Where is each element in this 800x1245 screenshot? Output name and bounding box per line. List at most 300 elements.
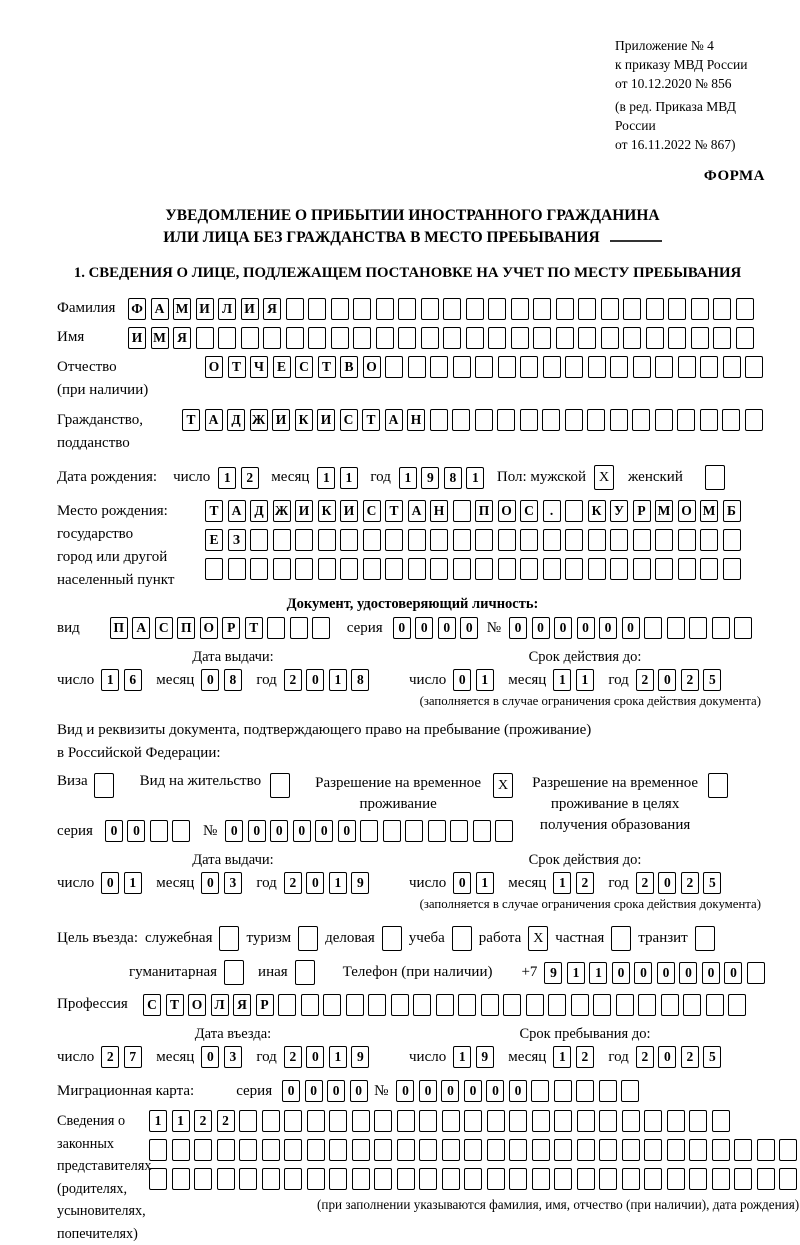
char-cell[interactable]: Ж [273,500,291,522]
char-cell[interactable] [577,1168,595,1190]
char-cell[interactable] [295,558,313,580]
char-cell[interactable]: 2 [241,467,259,489]
char-cell[interactable]: 0 [305,1080,323,1102]
char-cell[interactable] [700,356,718,378]
char-cell[interactable]: 1 [399,467,417,489]
char-cell[interactable] [329,1139,347,1161]
char-cell[interactable]: 1 [553,669,571,691]
char-cell[interactable] [284,1139,302,1161]
char-cell[interactable] [475,356,493,378]
char-cell[interactable] [722,409,740,431]
char-cell[interactable] [239,1139,257,1161]
char-cell[interactable]: 1 [218,467,236,489]
purpose-private-checkbox[interactable] [611,926,631,951]
purpose-humanitarian-checkbox[interactable] [224,960,244,985]
char-cell[interactable]: 2 [284,1046,302,1068]
char-cell[interactable] [352,1110,370,1132]
char-cell[interactable]: Н [407,409,425,431]
char-cell[interactable] [464,1139,482,1161]
char-cell[interactable]: 0 [577,617,595,639]
char-cell[interactable] [172,820,190,842]
char-cell[interactable]: С [155,617,173,639]
char-cell[interactable]: 0 [657,962,675,984]
purpose-transit-checkbox[interactable] [695,926,715,951]
char-cell[interactable] [532,1168,550,1190]
char-cell[interactable]: 1 [101,669,119,691]
char-cell[interactable]: А [228,500,246,522]
char-cell[interactable] [273,529,291,551]
char-cell[interactable] [398,298,416,320]
char-cell[interactable]: О [363,356,381,378]
char-cell[interactable] [352,1139,370,1161]
char-cell[interactable]: С [520,500,538,522]
char-cell[interactable]: Д [250,500,268,522]
char-cell[interactable]: 0 [306,872,324,894]
char-cell[interactable]: Т [205,500,223,522]
char-cell[interactable]: 0 [441,1080,459,1102]
char-cell[interactable]: Ж [250,409,268,431]
char-cell[interactable]: 0 [327,1080,345,1102]
char-cell[interactable]: Т [228,356,246,378]
visa-checkbox[interactable] [94,773,114,798]
char-cell[interactable]: О [498,500,516,522]
char-cell[interactable] [734,1168,752,1190]
char-cell[interactable] [554,1168,572,1190]
char-cell[interactable] [284,1110,302,1132]
char-cell[interactable] [655,356,673,378]
char-cell[interactable] [421,327,439,349]
char-cell[interactable]: С [295,356,313,378]
char-cell[interactable] [565,529,583,551]
char-cell[interactable] [323,994,341,1016]
char-cell[interactable]: А [408,500,426,522]
char-cell[interactable]: Ф [128,298,146,320]
char-cell[interactable] [295,529,313,551]
char-cell[interactable]: 0 [127,820,145,842]
char-cell[interactable] [488,327,506,349]
char-cell[interactable]: Т [385,500,403,522]
char-cell[interactable] [655,529,673,551]
char-cell[interactable] [622,1139,640,1161]
char-cell[interactable] [723,356,741,378]
char-cell[interactable] [509,1168,527,1190]
char-cell[interactable] [475,529,493,551]
char-cell[interactable] [745,356,763,378]
char-cell[interactable] [565,356,583,378]
char-cell[interactable] [713,298,731,320]
char-cell[interactable] [593,994,611,1016]
char-cell[interactable]: 6 [124,669,142,691]
char-cell[interactable] [678,356,696,378]
char-cell[interactable] [667,617,685,639]
char-cell[interactable] [689,1139,707,1161]
char-cell[interactable]: 0 [453,669,471,691]
char-cell[interactable] [374,1168,392,1190]
char-cell[interactable]: О [678,500,696,522]
char-cell[interactable] [532,1139,550,1161]
char-cell[interactable] [520,529,538,551]
char-cell[interactable]: 0 [293,820,311,842]
char-cell[interactable]: 0 [554,617,572,639]
char-cell[interactable] [734,617,752,639]
char-cell[interactable]: Р [256,994,274,1016]
char-cell[interactable]: 9 [421,467,439,489]
char-cell[interactable] [458,994,476,1016]
char-cell[interactable] [736,327,754,349]
residence-permit-checkbox[interactable] [270,773,290,798]
char-cell[interactable] [723,558,741,580]
rvp-checkbox[interactable]: X [493,773,513,798]
char-cell[interactable] [376,298,394,320]
char-cell[interactable] [443,327,461,349]
char-cell[interactable]: 1 [476,872,494,894]
char-cell[interactable] [498,356,516,378]
char-cell[interactable] [263,327,281,349]
char-cell[interactable] [548,994,566,1016]
char-cell[interactable] [503,994,521,1016]
char-cell[interactable]: Б [723,500,741,522]
char-cell[interactable]: 0 [460,617,478,639]
char-cell[interactable]: Р [633,500,651,522]
char-cell[interactable] [713,327,731,349]
char-cell[interactable] [452,409,470,431]
char-cell[interactable] [712,1139,730,1161]
char-cell[interactable]: 1 [453,1046,471,1068]
char-cell[interactable] [599,1139,617,1161]
char-cell[interactable] [531,1080,549,1102]
char-cell[interactable] [228,558,246,580]
purpose-official-checkbox[interactable] [219,926,239,951]
char-cell[interactable]: М [700,500,718,522]
char-cell[interactable] [408,558,426,580]
char-cell[interactable]: 1 [329,872,347,894]
char-cell[interactable] [442,1110,460,1132]
char-cell[interactable] [689,1110,707,1132]
char-cell[interactable] [376,327,394,349]
char-cell[interactable] [475,558,493,580]
char-cell[interactable]: . [543,500,561,522]
char-cell[interactable]: 0 [658,1046,676,1068]
char-cell[interactable]: 0 [532,617,550,639]
char-cell[interactable] [340,529,358,551]
char-cell[interactable] [241,327,259,349]
char-cell[interactable]: К [295,409,313,431]
char-cell[interactable]: 0 [419,1080,437,1102]
char-cell[interactable] [706,994,724,1016]
char-cell[interactable]: Е [205,529,223,551]
char-cell[interactable]: 5 [703,872,721,894]
char-cell[interactable] [374,1110,392,1132]
char-cell[interactable] [712,617,730,639]
char-cell[interactable] [267,617,285,639]
char-cell[interactable]: К [318,500,336,522]
char-cell[interactable]: 2 [636,872,654,894]
char-cell[interactable] [419,1139,437,1161]
char-cell[interactable] [689,1168,707,1190]
char-cell[interactable] [430,529,448,551]
char-cell[interactable] [577,1110,595,1132]
char-cell[interactable] [632,409,650,431]
char-cell[interactable]: Т [182,409,200,431]
char-cell[interactable] [430,356,448,378]
char-cell[interactable]: 0 [453,872,471,894]
char-cell[interactable] [689,617,707,639]
char-cell[interactable]: 0 [338,820,356,842]
char-cell[interactable] [442,1139,460,1161]
char-cell[interactable]: Р [222,617,240,639]
char-cell[interactable] [554,1080,572,1102]
char-cell[interactable] [360,820,378,842]
char-cell[interactable]: 3 [224,1046,242,1068]
char-cell[interactable]: 9 [351,1046,369,1068]
char-cell[interactable] [239,1168,257,1190]
char-cell[interactable]: Я [263,298,281,320]
char-cell[interactable] [443,298,461,320]
char-cell[interactable] [196,327,214,349]
char-cell[interactable]: Т [166,994,184,1016]
char-cell[interactable] [655,409,673,431]
char-cell[interactable] [554,1139,572,1161]
char-cell[interactable] [262,1139,280,1161]
char-cell[interactable] [511,298,529,320]
char-cell[interactable]: Т [362,409,380,431]
char-cell[interactable]: С [143,994,161,1016]
char-cell[interactable]: З [228,529,246,551]
char-cell[interactable] [329,1168,347,1190]
char-cell[interactable]: 1 [329,1046,347,1068]
char-cell[interactable]: О [188,994,206,1016]
char-cell[interactable]: 1 [317,467,335,489]
char-cell[interactable]: И [196,298,214,320]
char-cell[interactable]: 1 [329,669,347,691]
char-cell[interactable]: 1 [567,962,585,984]
char-cell[interactable] [466,327,484,349]
char-cell[interactable] [565,558,583,580]
char-cell[interactable]: П [475,500,493,522]
char-cell[interactable] [453,356,471,378]
char-cell[interactable] [278,994,296,1016]
char-cell[interactable]: И [272,409,290,431]
char-cell[interactable] [397,1168,415,1190]
char-cell[interactable] [464,1168,482,1190]
char-cell[interactable]: 2 [681,669,699,691]
char-cell[interactable] [352,1168,370,1190]
char-cell[interactable] [430,409,448,431]
char-cell[interactable] [543,356,561,378]
char-cell[interactable] [436,994,454,1016]
char-cell[interactable] [736,298,754,320]
char-cell[interactable] [385,558,403,580]
char-cell[interactable]: 0 [438,617,456,639]
char-cell[interactable] [498,529,516,551]
char-cell[interactable] [677,409,695,431]
char-cell[interactable] [638,994,656,1016]
char-cell[interactable]: П [110,617,128,639]
char-cell[interactable]: Е [273,356,291,378]
char-cell[interactable]: 2 [194,1110,212,1132]
char-cell[interactable] [644,1110,662,1132]
char-cell[interactable]: 1 [340,467,358,489]
char-cell[interactable] [217,1168,235,1190]
char-cell[interactable]: У [610,500,628,522]
char-cell[interactable] [368,994,386,1016]
char-cell[interactable] [239,1110,257,1132]
char-cell[interactable] [331,298,349,320]
char-cell[interactable]: 0 [201,1046,219,1068]
char-cell[interactable] [363,558,381,580]
char-cell[interactable] [757,1139,775,1161]
char-cell[interactable] [556,327,574,349]
char-cell[interactable]: 0 [464,1080,482,1102]
char-cell[interactable] [475,409,493,431]
char-cell[interactable]: К [588,500,606,522]
char-cell[interactable] [655,558,673,580]
char-cell[interactable] [757,1168,775,1190]
char-cell[interactable] [450,820,468,842]
char-cell[interactable]: 2 [576,1046,594,1068]
char-cell[interactable]: 0 [306,669,324,691]
char-cell[interactable] [205,558,223,580]
char-cell[interactable]: 9 [476,1046,494,1068]
char-cell[interactable]: 0 [306,1046,324,1068]
char-cell[interactable]: 0 [509,617,527,639]
char-cell[interactable] [578,327,596,349]
char-cell[interactable]: 0 [724,962,742,984]
char-cell[interactable] [520,558,538,580]
char-cell[interactable] [149,1168,167,1190]
char-cell[interactable] [610,356,628,378]
char-cell[interactable] [385,529,403,551]
char-cell[interactable]: С [340,409,358,431]
char-cell[interactable] [533,298,551,320]
char-cell[interactable] [453,558,471,580]
char-cell[interactable]: М [655,500,673,522]
char-cell[interactable] [498,558,516,580]
char-cell[interactable]: 5 [703,1046,721,1068]
char-cell[interactable]: И [241,298,259,320]
char-cell[interactable] [487,1168,505,1190]
char-cell[interactable] [250,529,268,551]
char-cell[interactable] [691,327,709,349]
char-cell[interactable] [308,327,326,349]
char-cell[interactable] [700,558,718,580]
char-cell[interactable] [623,327,641,349]
char-cell[interactable] [571,994,589,1016]
char-cell[interactable] [497,409,515,431]
char-cell[interactable] [633,529,651,551]
char-cell[interactable] [419,1110,437,1132]
char-cell[interactable] [312,617,330,639]
char-cell[interactable] [616,994,634,1016]
char-cell[interactable] [520,409,538,431]
char-cell[interactable]: 1 [576,669,594,691]
char-cell[interactable] [526,994,544,1016]
char-cell[interactable]: 0 [350,1080,368,1102]
char-cell[interactable] [442,1168,460,1190]
char-cell[interactable]: 0 [509,1080,527,1102]
char-cell[interactable] [385,356,403,378]
char-cell[interactable] [622,1168,640,1190]
char-cell[interactable] [554,1110,572,1132]
char-cell[interactable] [329,1110,347,1132]
char-cell[interactable] [397,1110,415,1132]
char-cell[interactable]: 2 [576,872,594,894]
char-cell[interactable] [172,1139,190,1161]
char-cell[interactable]: О [200,617,218,639]
char-cell[interactable] [413,994,431,1016]
char-cell[interactable] [286,327,304,349]
char-cell[interactable] [588,558,606,580]
purpose-business-checkbox[interactable] [382,926,402,951]
char-cell[interactable]: Т [245,617,263,639]
char-cell[interactable] [405,820,423,842]
char-cell[interactable] [599,1080,617,1102]
char-cell[interactable] [745,409,763,431]
char-cell[interactable]: 0 [658,669,676,691]
char-cell[interactable] [610,529,628,551]
char-cell[interactable] [678,529,696,551]
char-cell[interactable]: 1 [149,1110,167,1132]
char-cell[interactable]: 2 [681,1046,699,1068]
char-cell[interactable] [340,558,358,580]
char-cell[interactable] [331,327,349,349]
char-cell[interactable]: 0 [393,617,411,639]
char-cell[interactable]: Д [227,409,245,431]
char-cell[interactable] [543,558,561,580]
char-cell[interactable] [712,1168,730,1190]
char-cell[interactable]: И [340,500,358,522]
char-cell[interactable] [661,994,679,1016]
char-cell[interactable]: 2 [284,669,302,691]
char-cell[interactable] [307,1139,325,1161]
char-cell[interactable] [466,298,484,320]
char-cell[interactable]: И [317,409,335,431]
char-cell[interactable]: 9 [544,962,562,984]
char-cell[interactable] [578,298,596,320]
char-cell[interactable] [678,558,696,580]
char-cell[interactable]: Я [173,327,191,349]
char-cell[interactable]: А [151,298,169,320]
char-cell[interactable] [543,529,561,551]
purpose-other-checkbox[interactable] [295,960,315,985]
char-cell[interactable] [623,298,641,320]
char-cell[interactable] [691,298,709,320]
char-cell[interactable]: 2 [217,1110,235,1132]
char-cell[interactable]: 2 [681,872,699,894]
char-cell[interactable] [509,1110,527,1132]
char-cell[interactable]: В [340,356,358,378]
char-cell[interactable] [172,1168,190,1190]
char-cell[interactable]: Н [430,500,448,522]
char-cell[interactable] [307,1110,325,1132]
char-cell[interactable]: Ч [250,356,268,378]
char-cell[interactable] [217,1139,235,1161]
char-cell[interactable] [262,1168,280,1190]
char-cell[interactable] [194,1168,212,1190]
char-cell[interactable]: 0 [599,617,617,639]
char-cell[interactable]: 0 [201,872,219,894]
char-cell[interactable] [250,558,268,580]
char-cell[interactable] [644,1139,662,1161]
char-cell[interactable]: 3 [224,872,242,894]
char-cell[interactable] [646,327,664,349]
char-cell[interactable]: А [205,409,223,431]
char-cell[interactable]: И [128,327,146,349]
char-cell[interactable] [374,1139,392,1161]
char-cell[interactable] [398,327,416,349]
char-cell[interactable] [587,409,605,431]
char-cell[interactable]: 2 [636,1046,654,1068]
